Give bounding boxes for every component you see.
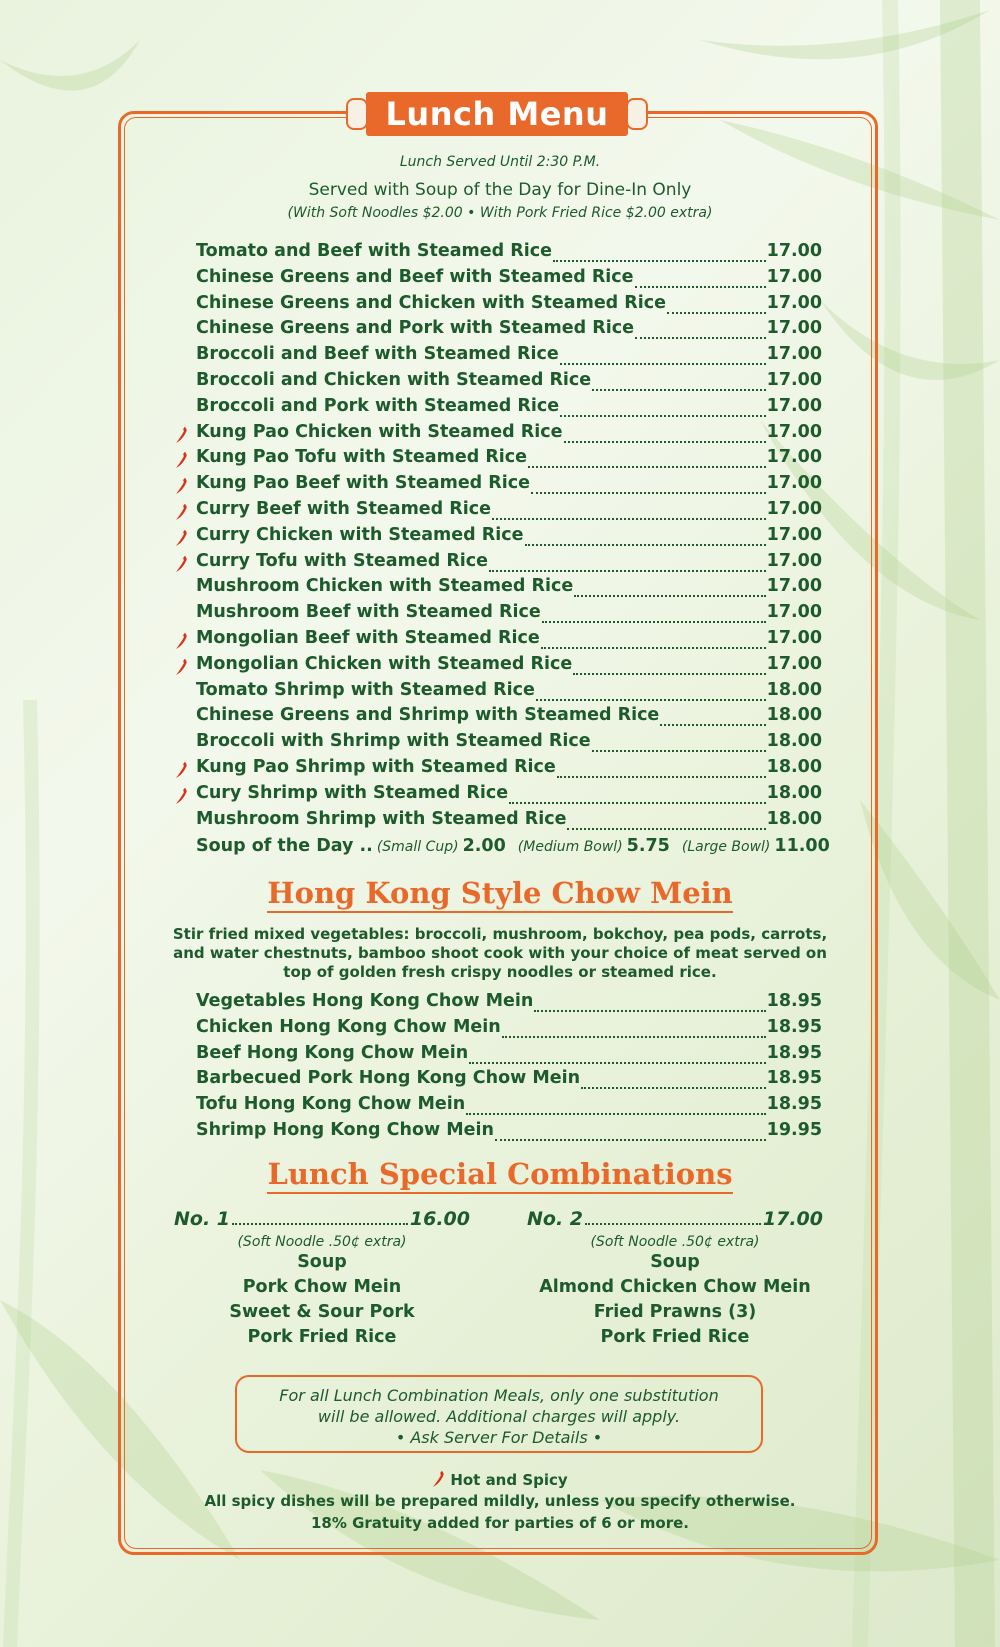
leader-dots [564,441,766,443]
combo-head [174,1208,470,1230]
chili-pepper-icon [175,632,189,650]
leader-dots [557,776,766,778]
menu-item-price: 17.00 [766,473,822,494]
menu-item-price: 17.00 [766,628,822,648]
leader-dots [660,724,765,726]
chili-pepper-icon [432,1470,446,1488]
menu-item-price: 17.00 [766,292,822,313]
chow-mein-desc-line: and water chestnuts, bamboo shoot cook with your choice of meat served on [173,944,827,962]
soup-large-price: 11.00 [774,836,830,856]
menu-item-name: Chinese Greens and Pork with Steamed Rice [196,318,634,339]
menu-item-row [196,1094,822,1120]
combo-head [527,1208,823,1230]
menu-item-row [196,473,822,499]
combinations-title [130,1157,870,1191]
banner-ornament-right-icon [626,98,648,130]
chili-pepper-icon [175,761,189,779]
menu-item-name: Chinese Greens and Beef with Steamed Rice [196,266,634,287]
leader-dots [581,1087,766,1089]
substitution-policy-box [235,1375,763,1453]
policy-line: will be allowed. Additional charges will apply. [317,1407,681,1426]
menu-item-price: 17.00 [766,370,822,390]
menu-item-row [196,1017,822,1043]
menu-item-row [196,576,822,602]
combo-price: 17.00 [762,1208,823,1230]
leader-dots [592,750,766,752]
menu-item-name: Kung Pao Shrimp with Steamed Rice [196,757,556,777]
served-until-text: Lunch Served Until 2:30 P.M. [399,154,601,170]
menu-item-row [196,1120,822,1146]
menu-item-row [196,396,822,422]
menu-item-price: 18.00 [766,705,822,726]
leader-dots [502,1036,766,1038]
menu-item-row [196,267,822,293]
leader-dots [592,389,765,391]
spicy-legend [130,1470,870,1489]
leader-dots [528,466,766,468]
leader-dots [534,1010,765,1012]
menu-item-price: 17.00 [766,421,822,442]
soup-label: Soup of the Day .. [196,836,373,856]
chow-mein-title [130,876,870,910]
chili-pepper-icon [175,451,189,469]
menu-item-price: 17.00 [766,499,822,519]
gratuity-note: 18% Gratuity added for parties of 6 or more. [310,1514,690,1532]
soup-large-label: (Large Bowl) [681,839,771,855]
leader-dots [553,260,766,262]
menu-item-price: 18.95 [766,1042,822,1063]
combo-no-2 [527,1208,823,1350]
leader-dots [495,1139,766,1141]
leader-dots [567,828,765,830]
menu-item-price: 18.00 [766,808,822,829]
page-title: Lunch Menu [385,95,609,133]
menu-item-name: Vegetables Hong Kong Chow Mein [196,991,534,1011]
chili-pepper-icon [175,529,189,547]
banner-ornament-left-icon [346,98,368,130]
leader-dots [574,595,765,597]
mild-note: All spicy dishes will be prepared mildly, unless you specify otherwise. [204,1492,796,1510]
menu-item-name: Mushroom Shrimp with Steamed Rice [196,808,567,829]
leader-dots [667,312,766,314]
menu-item-price: 18.00 [766,782,822,803]
chow-mein-title-text: Hong Kong Style Chow Mein [267,876,733,913]
menu-item-row [196,680,822,706]
menu-item-name: Tofu Hong Kong Chow Mein [196,1094,466,1115]
soup-medium-price: 5.75 [626,836,670,856]
menu-item-row [196,499,822,525]
chili-pepper-icon [175,555,189,573]
menu-item-price: 18.95 [766,991,822,1011]
soup-of-day-row [196,836,830,862]
menu-item-price: 17.00 [766,447,822,468]
menu-item-name: Barbecued Pork Hong Kong Chow Mein [196,1068,581,1089]
menu-item-row [196,1068,822,1094]
chili-pepper-icon [175,787,189,805]
combo-course: Almond Chicken Chow Mein [539,1277,811,1297]
leader-dots [635,286,766,288]
served-with-text: Served with Soup of the Day for Dine-In Only [308,180,692,200]
menu-item-name: Broccoli and Chicken with Steamed Rice [196,370,592,390]
menu-item-name: Beef Hong Kong Chow Mein [196,1042,469,1063]
menu-item-name: Broccoli and Beef with Steamed Rice [196,344,559,365]
menu-item-price: 17.00 [766,576,822,597]
leader-dots [466,1113,765,1115]
leader-dots [542,621,766,623]
menu-item-price: 18.00 [766,757,822,777]
menu-item-name: Mushroom Chicken with Steamed Rice [196,576,574,597]
menu-item-price: 18.95 [766,1016,822,1037]
menu-item-price: 17.00 [766,318,822,339]
policy-line: For all Lunch Combination Meals, only one substitution [279,1386,719,1405]
menu-item-row [196,1043,822,1069]
title-banner [346,92,648,136]
leader-dots [560,415,766,417]
chow-mein-desc-line: Stir fried mixed vegetables: broccoli, mushroom, bokchoy, pea pods, carrots, [172,925,828,943]
leader-dots [232,1223,408,1225]
leader-dots [585,1223,761,1225]
menu-item-name: Curry Chicken with Steamed Rice [196,524,524,545]
combo-course: Pork Fried Rice [600,1327,750,1347]
combo-course: Pork Fried Rice [247,1327,397,1347]
extras-text: (With Soft Noodles $2.00 • With Pork Fried Rice $2.00 extra) [287,205,713,221]
menu-item-name: Kung Pao Chicken with Steamed Rice [196,421,563,442]
menu-item-row [196,654,822,680]
menu-item-row [196,991,822,1017]
menu-item-row [196,731,822,757]
soup-small-price: 2.00 [462,836,506,856]
menu-item-name: Chinese Greens and Shrimp with Steamed Rice [196,705,660,726]
menu-item-row [196,422,822,448]
leader-dots [469,1062,765,1064]
menu-item-row [196,318,822,344]
menu-item-name: Chicken Hong Kong Chow Mein [196,1016,501,1037]
menu-item-row [196,447,822,473]
menu-item-name: Kung Pao Beef with Steamed Rice [196,473,531,494]
menu-item-name: Tomato Shrimp with Steamed Rice [196,679,535,700]
menu-item-row [196,705,822,731]
menu-item-name: Curry Tofu with Steamed Rice [196,550,489,571]
menu-item-price: 17.00 [766,241,822,261]
menu-item-price: 17.00 [766,395,822,416]
soup-small-label: (Small Cup) [376,839,459,855]
soup-medium-label: (Medium Bowl) [517,839,623,855]
combo-course: Soup [650,1252,700,1272]
menu-item-row [196,241,822,267]
menu-item-name: Curry Beef with Steamed Rice [196,499,492,519]
menu-item-name: Mongolian Beef with Steamed Rice [196,628,540,648]
leader-dots [573,673,765,675]
combo-no-1 [174,1208,470,1350]
menu-item-price: 17.00 [766,524,822,545]
combo-note: (Soft Noodle .50¢ extra) [590,1234,760,1250]
combinations-title-text: Lunch Special Combinations [267,1157,732,1194]
menu-item-row [196,809,822,835]
combo-label: No. 1 [174,1208,231,1230]
combo-course: Soup [297,1252,347,1272]
menu-item-price: 17.00 [766,602,822,623]
menu-item-price: 17.00 [766,653,822,674]
combo-course: Fried Prawns (3) [593,1302,757,1322]
menu-item-row [196,628,822,654]
menu-item-name: Mongolian Chicken with Steamed Rice [196,653,573,674]
menu-item-row [196,525,822,551]
menu-item-row [196,370,822,396]
chili-pepper-icon [175,426,189,444]
combo-course: Pork Chow Mein [242,1277,402,1297]
combo-note: (Soft Noodle .50¢ extra) [237,1234,407,1250]
menu-item-row [196,602,822,628]
menu-item-name: Kung Pao Tofu with Steamed Rice [196,447,528,468]
policy-line: • Ask Server For Details • [395,1428,603,1447]
menu-item-name: Broccoli and Pork with Steamed Rice [196,395,560,416]
menu-item-price: 17.00 [766,344,822,365]
menu-item-name: Tomato and Beef with Steamed Rice [196,241,552,261]
chili-pepper-icon [175,658,189,676]
leader-dots [489,570,766,572]
menu-item-price: 18.95 [766,1094,822,1115]
menu-item-row [196,757,822,783]
menu-item-name: Cury Shrimp with Steamed Rice [196,782,509,803]
menu-item-price: 18.95 [766,1068,822,1089]
combo-label: No. 2 [527,1208,584,1230]
chili-pepper-icon [175,477,189,495]
menu-item-price: 18.00 [766,731,822,752]
leader-dots [536,699,766,701]
menu-item-name: Broccoli with Shrimp with Steamed Rice [196,731,591,752]
chow-mein-description [130,925,870,982]
menu-item-row [196,551,822,577]
menu-item-row [196,293,822,319]
menu-item-name: Shrimp Hong Kong Chow Mein [196,1120,494,1140]
menu-item-name: Mushroom Beef with Steamed Rice [196,602,541,623]
spicy-legend-text: Hot and Spicy [450,1471,568,1489]
combo-price: 16.00 [409,1208,470,1230]
leader-dots [531,492,766,494]
leader-dots [635,337,766,339]
leader-dots [560,363,766,365]
leader-dots [509,802,765,804]
menu-item-price: 19.95 [766,1120,822,1140]
menu-item-price: 17.00 [766,550,822,571]
chow-mein-desc-line: top of golden fresh crispy noodles or steamed rice. [283,963,717,981]
menu-item-row [196,344,822,370]
leader-dots [492,518,766,520]
chili-pepper-icon [175,503,189,521]
menu-item-row [196,783,822,809]
menu-item-name: Chinese Greens and Chicken with Steamed Rice [196,292,667,313]
leader-dots [525,544,766,546]
leader-dots [541,647,766,649]
menu-item-price: 17.00 [766,266,822,287]
menu-item-price: 18.00 [766,679,822,700]
combo-course: Sweet & Sour Pork [229,1302,415,1322]
